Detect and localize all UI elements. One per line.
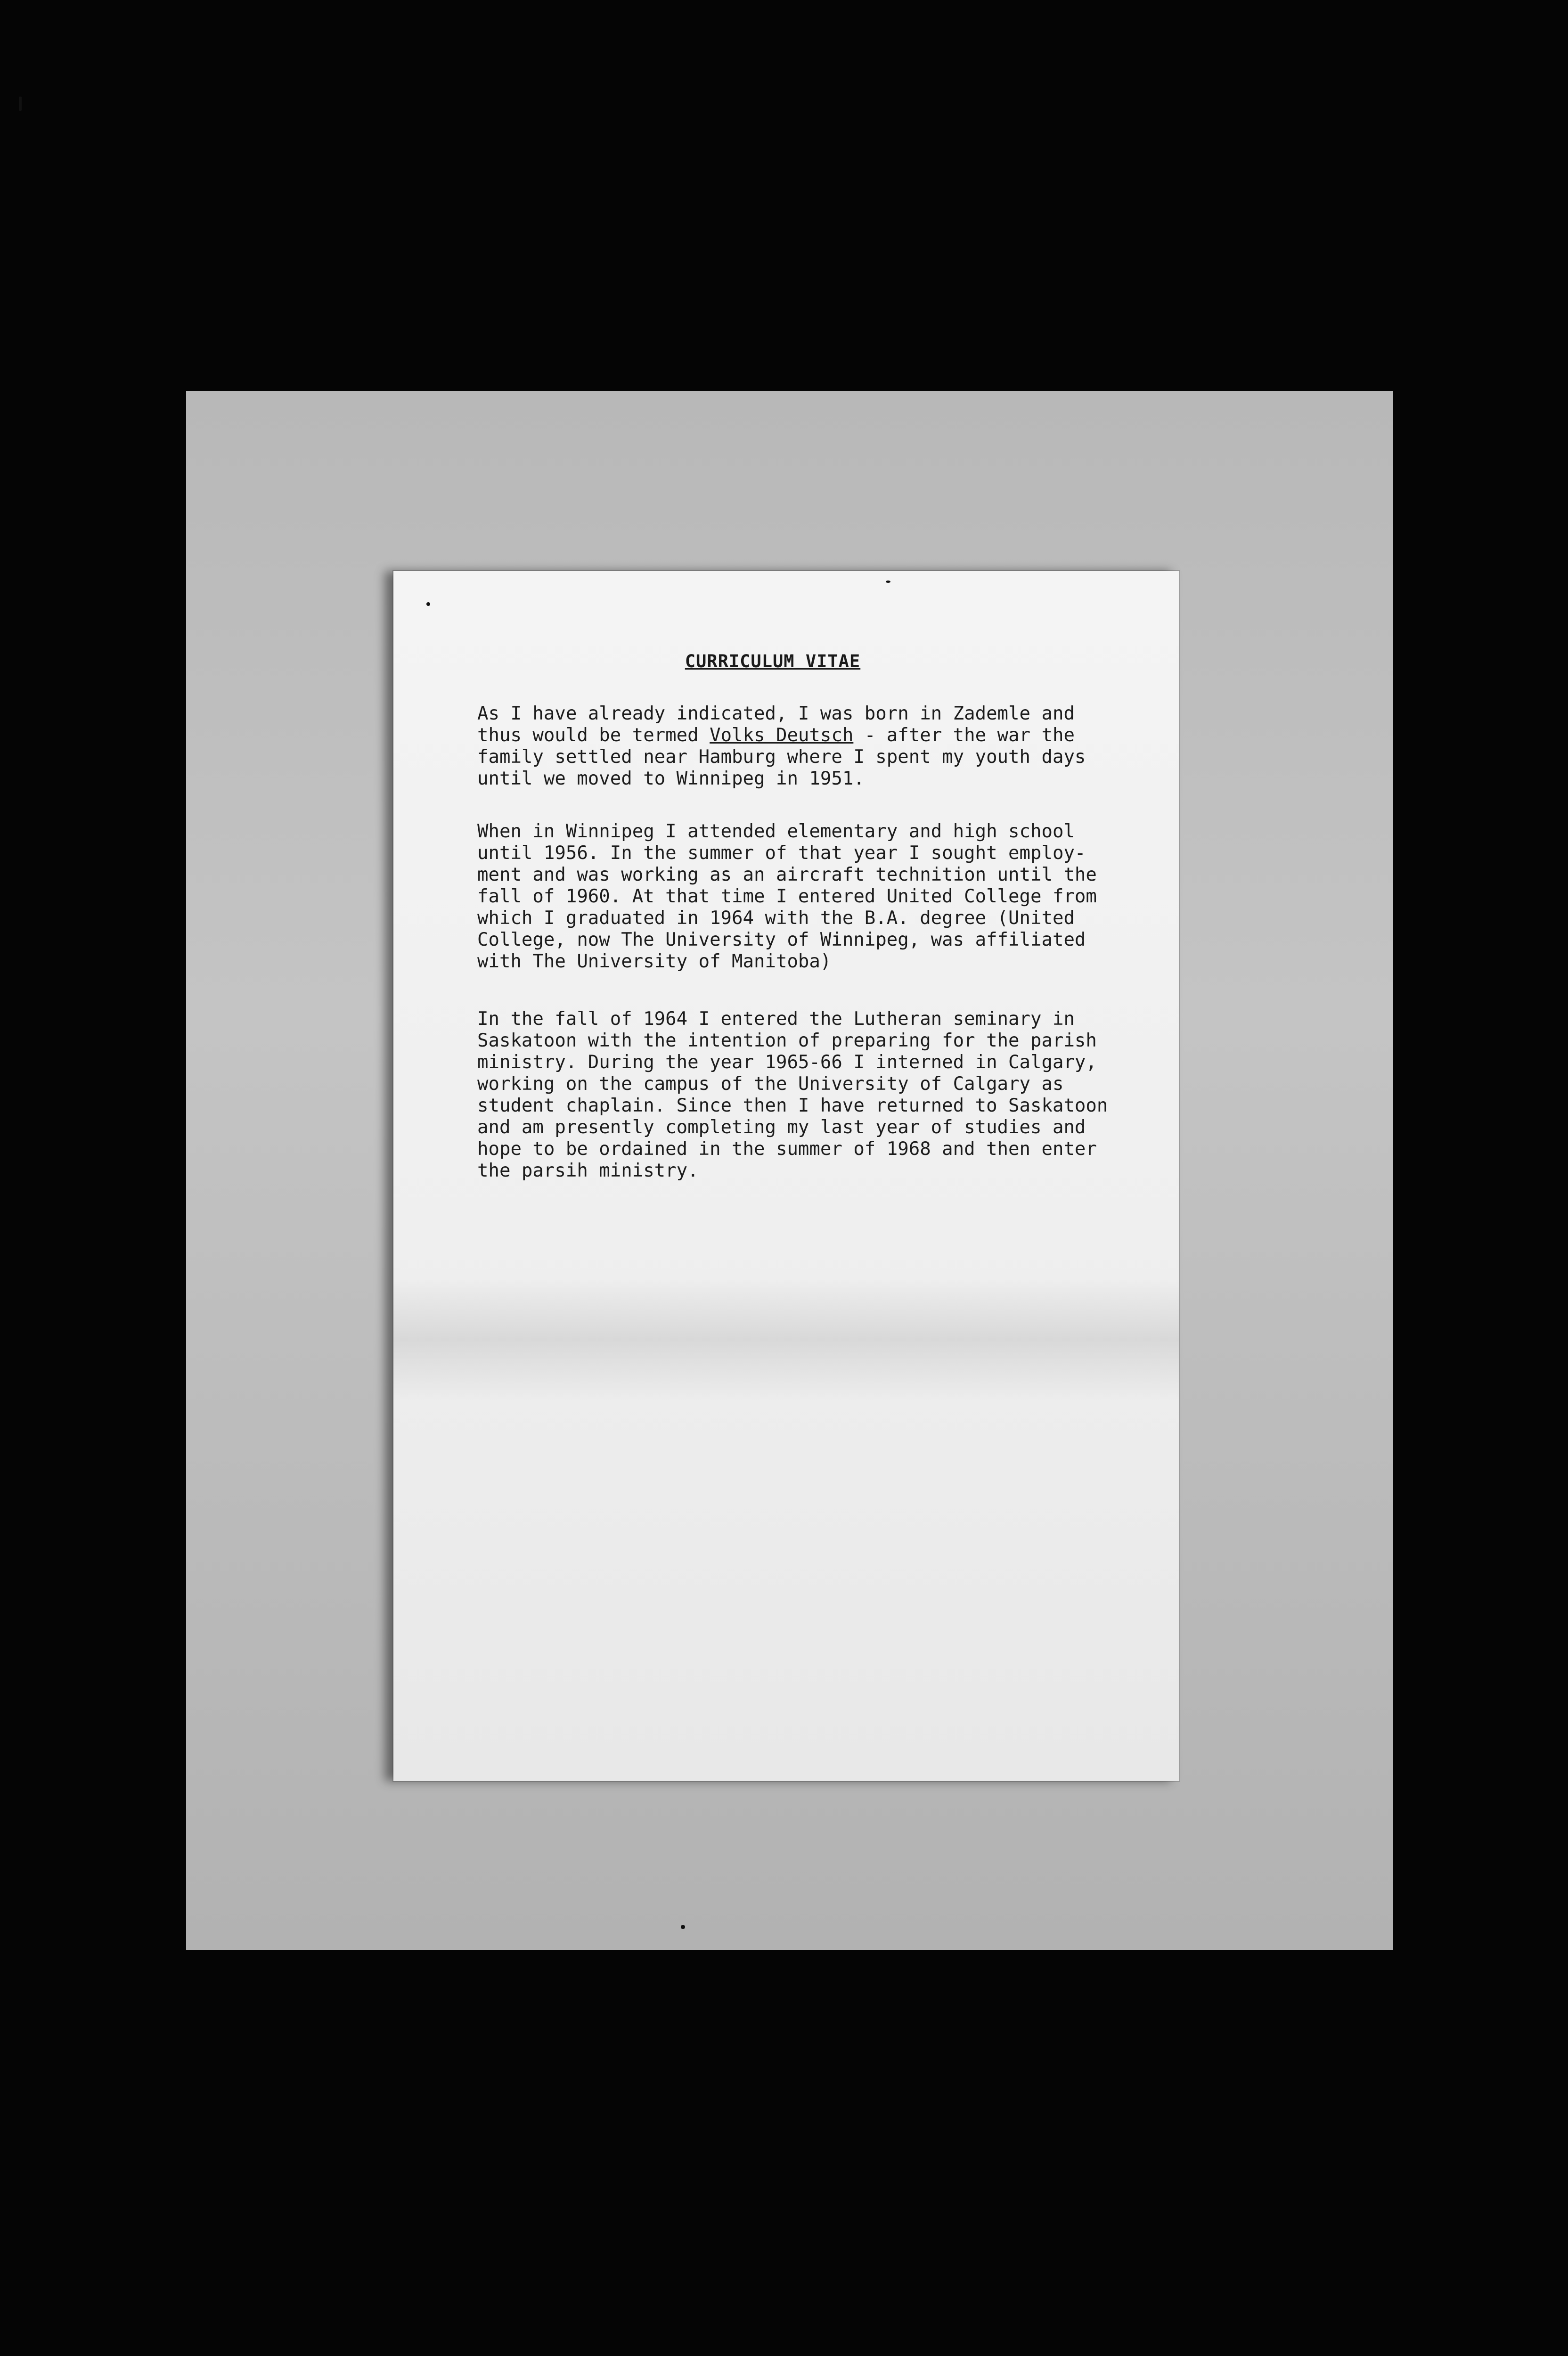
text-segment: student chaplain. Since then I have returned to Saskatoon xyxy=(477,1095,1108,1116)
dust-speck xyxy=(426,602,430,606)
text-line xyxy=(477,821,1156,843)
text-line xyxy=(477,1095,1156,1117)
text-segment: with The University of Manitoba) xyxy=(477,951,832,972)
text-line xyxy=(477,886,1156,908)
typed-sheet xyxy=(393,571,1179,1781)
text-line xyxy=(477,908,1156,929)
text-segment: ment and was working as an aircraft technition until the xyxy=(477,864,1097,885)
text-segment: Saskatoon with the intention of preparing for the parish xyxy=(477,1030,1097,1051)
text-segment: - after the war the xyxy=(853,725,1075,746)
paragraph-2 xyxy=(477,821,1156,973)
text-segment: working on the campus of the University of Calgary as xyxy=(477,1073,1064,1095)
text-segment: When in Winnipeg I attended elementary and high school xyxy=(477,821,1075,842)
paragraph-1 xyxy=(477,703,1156,790)
text-line xyxy=(477,1138,1156,1160)
text-line xyxy=(477,864,1156,886)
text-line xyxy=(477,768,1156,790)
text-segment: In the fall of 1964 I entered the Lutheran seminary in xyxy=(477,1008,1075,1030)
film-scratch xyxy=(19,97,22,111)
text-segment: until 1956. In the summer of that year I sought employ- xyxy=(477,843,1086,864)
document-title: CURRICULUM VITAE xyxy=(685,651,861,671)
text-segment: and am presently completing my last year of studies and xyxy=(477,1117,1086,1138)
text-line xyxy=(477,929,1156,951)
text-segment: until we moved to Winnipeg in 1951. xyxy=(477,768,865,789)
underlined-term: Volks Deutsch xyxy=(710,725,854,746)
text-line xyxy=(477,1160,1156,1182)
text-line xyxy=(477,1073,1156,1095)
text-line xyxy=(477,1052,1156,1073)
text-segment: fall of 1960. At that time I entered United College from xyxy=(477,886,1097,907)
text-line xyxy=(477,1030,1156,1052)
text-line xyxy=(477,843,1156,864)
text-line xyxy=(477,746,1156,768)
text-line xyxy=(477,703,1156,725)
dust-speck xyxy=(886,581,890,583)
text-segment: hope to be ordained in the summer of 1968 and then enter xyxy=(477,1138,1097,1160)
text-segment: College, now The University of Winnipeg, was affiliated xyxy=(477,929,1086,950)
text-segment: As I have already indicated, I was born in Zademle and xyxy=(477,703,1075,724)
text-segment: ministry. During the year 1965-66 I interned in Calgary, xyxy=(477,1052,1097,1073)
text-segment: thus would be termed xyxy=(477,725,710,746)
sheet-fold-shadow xyxy=(393,1278,1179,1400)
text-line xyxy=(477,1117,1156,1138)
paragraph-3 xyxy=(477,1008,1156,1182)
text-segment: which I graduated in 1964 with the B.A. degree (United xyxy=(477,908,1075,929)
text-line xyxy=(477,725,1156,746)
text-line xyxy=(477,951,1156,973)
text-line xyxy=(477,1008,1156,1030)
dust-speck xyxy=(681,1925,685,1929)
text-segment: the parsih ministry. xyxy=(477,1160,699,1181)
text-segment: family settled near Hamburg where I spent my youth days xyxy=(477,746,1086,768)
